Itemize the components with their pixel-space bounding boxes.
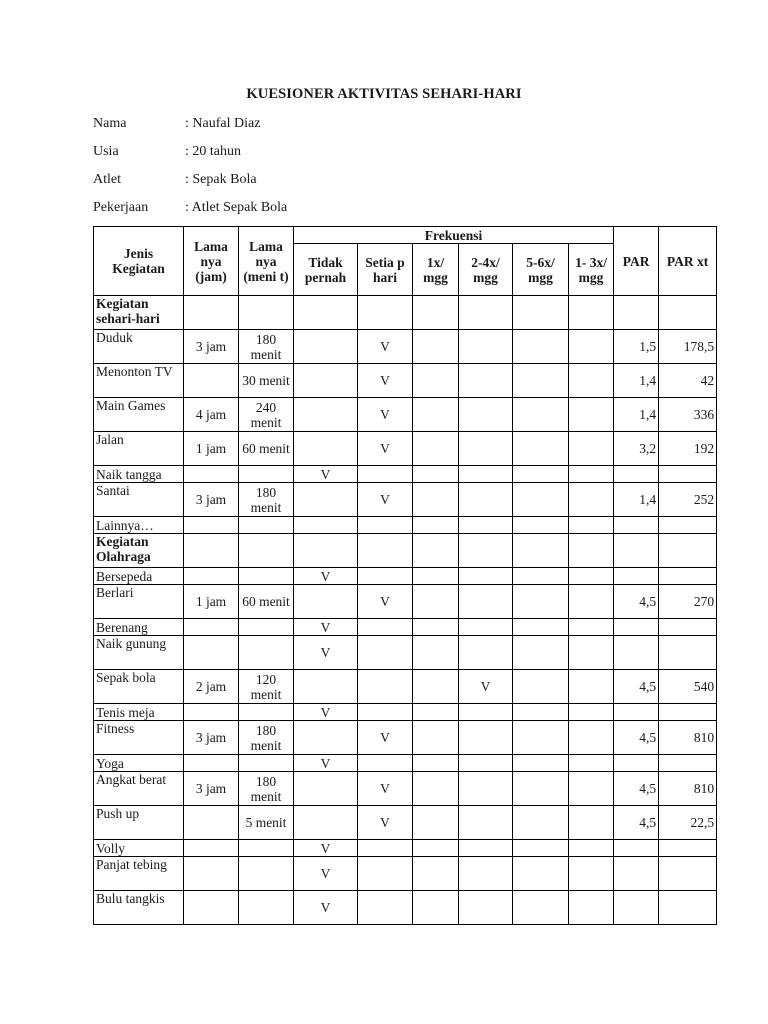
header-1-3x-mgg: 1- 3x/ mgg	[569, 244, 614, 296]
cell-lama-menit	[239, 534, 294, 568]
cell-setiap-hari: V	[358, 585, 413, 619]
cell-1x-mgg	[413, 704, 459, 721]
cell-lama-menit: 60 menit	[239, 432, 294, 466]
table-row	[94, 806, 717, 840]
cell-lama-jam	[184, 619, 239, 636]
cell-lama-jam: 1 jam	[184, 585, 239, 619]
cell-par	[614, 517, 659, 534]
cell-lama-menit: 30 menit	[239, 364, 294, 398]
table-row	[94, 670, 717, 704]
cell-setiap-hari	[358, 517, 413, 534]
cell-5-6x-mgg	[513, 840, 569, 857]
table-row	[94, 704, 717, 721]
cell-1-3x-mgg	[569, 330, 614, 364]
cell-tidak-pernah	[294, 330, 358, 364]
activity-name: Sepak bola	[94, 670, 184, 704]
cell-par-xt: 336	[659, 398, 717, 432]
cell-tidak-pernah: V	[294, 704, 358, 721]
cell-lama-menit: 240 menit	[239, 398, 294, 432]
cell-par: 1,5	[614, 330, 659, 364]
cell-lama-jam	[184, 296, 239, 330]
table-row	[94, 585, 717, 619]
cell-par	[614, 840, 659, 857]
table-row	[94, 568, 717, 585]
cell-tidak-pernah: V	[294, 466, 358, 483]
cell-5-6x-mgg	[513, 704, 569, 721]
cell-1x-mgg	[413, 330, 459, 364]
cell-lama-jam	[184, 840, 239, 857]
cell-1-3x-mgg	[569, 721, 614, 755]
cell-1x-mgg	[413, 755, 459, 772]
cell-2-4x-mgg	[459, 330, 513, 364]
cell-par: 4,5	[614, 585, 659, 619]
cell-setiap-hari	[358, 857, 413, 891]
cell-par-xt	[659, 755, 717, 772]
cell-1x-mgg	[413, 806, 459, 840]
info-atlet	[93, 172, 257, 188]
info-nama	[93, 116, 260, 132]
cell-par-xt: 252	[659, 483, 717, 517]
activity-name: Push up	[94, 806, 184, 840]
cell-lama-menit	[239, 840, 294, 857]
cell-setiap-hari: V	[358, 483, 413, 517]
cell-par-xt: 540	[659, 670, 717, 704]
cell-1x-mgg	[413, 857, 459, 891]
cell-2-4x-mgg	[459, 517, 513, 534]
cell-tidak-pernah	[294, 483, 358, 517]
cell-1-3x-mgg	[569, 296, 614, 330]
table-row	[94, 483, 717, 517]
info-usia	[93, 144, 241, 160]
cell-2-4x-mgg	[459, 483, 513, 517]
cell-5-6x-mgg	[513, 891, 569, 925]
cell-setiap-hari: V	[358, 330, 413, 364]
cell-lama-jam	[184, 636, 239, 670]
activity-name: Volly	[94, 840, 184, 857]
info-label: Usia	[93, 144, 119, 159]
cell-5-6x-mgg	[513, 755, 569, 772]
activity-name: Berlari	[94, 585, 184, 619]
cell-par: 1,4	[614, 364, 659, 398]
cell-5-6x-mgg	[513, 806, 569, 840]
table-row	[94, 619, 717, 636]
cell-lama-jam	[184, 466, 239, 483]
cell-tidak-pernah: V	[294, 619, 358, 636]
cell-1-3x-mgg	[569, 755, 614, 772]
cell-lama-menit	[239, 755, 294, 772]
cell-lama-jam	[184, 364, 239, 398]
cell-par: 4,5	[614, 772, 659, 806]
cell-lama-menit	[239, 857, 294, 891]
cell-5-6x-mgg	[513, 568, 569, 585]
cell-2-4x-mgg	[459, 755, 513, 772]
header-lama-jam: Lama nya (jam)	[184, 227, 239, 296]
cell-par	[614, 636, 659, 670]
cell-5-6x-mgg	[513, 585, 569, 619]
cell-setiap-hari: V	[358, 806, 413, 840]
activity-name: Bersepeda	[94, 568, 184, 585]
cell-par	[614, 704, 659, 721]
cell-1x-mgg	[413, 636, 459, 670]
cell-1-3x-mgg	[569, 891, 614, 925]
cell-setiap-hari: V	[358, 364, 413, 398]
cell-5-6x-mgg	[513, 483, 569, 517]
activity-name: Kegiatan sehari-hari	[94, 296, 184, 330]
cell-tidak-pernah: V	[294, 755, 358, 772]
header-frekuensi: Frekuensi	[294, 227, 614, 244]
cell-2-4x-mgg	[459, 364, 513, 398]
cell-tidak-pernah: V	[294, 568, 358, 585]
cell-par-xt: 178,5	[659, 330, 717, 364]
activity-name: Lainnya…	[94, 517, 184, 534]
cell-5-6x-mgg	[513, 398, 569, 432]
cell-par: 1,4	[614, 483, 659, 517]
cell-2-4x-mgg	[459, 891, 513, 925]
cell-1x-mgg	[413, 534, 459, 568]
activity-name: Kegiatan Olahraga	[94, 534, 184, 568]
cell-5-6x-mgg	[513, 772, 569, 806]
cell-lama-menit: 180 menit	[239, 772, 294, 806]
cell-1-3x-mgg	[569, 840, 614, 857]
cell-2-4x-mgg	[459, 466, 513, 483]
cell-setiap-hari	[358, 466, 413, 483]
cell-setiap-hari	[358, 840, 413, 857]
activity-name: Bulu tangkis	[94, 891, 184, 925]
cell-1x-mgg	[413, 840, 459, 857]
cell-par: 3,2	[614, 432, 659, 466]
table-body	[94, 296, 717, 925]
info-value: : Naufal Diaz	[185, 116, 261, 131]
cell-par-xt	[659, 466, 717, 483]
cell-lama-jam	[184, 806, 239, 840]
cell-par-xt: 22,5	[659, 806, 717, 840]
cell-lama-jam: 4 jam	[184, 398, 239, 432]
cell-2-4x-mgg	[459, 585, 513, 619]
cell-par-xt	[659, 517, 717, 534]
cell-par	[614, 755, 659, 772]
header-setiap-hari: Setia p hari	[358, 244, 413, 296]
activity-name: Jalan	[94, 432, 184, 466]
cell-lama-jam: 3 jam	[184, 772, 239, 806]
table-row	[94, 636, 717, 670]
cell-par-xt	[659, 840, 717, 857]
cell-tidak-pernah	[294, 296, 358, 330]
activity-name: Menonton TV	[94, 364, 184, 398]
cell-1-3x-mgg	[569, 857, 614, 891]
cell-5-6x-mgg	[513, 619, 569, 636]
cell-1-3x-mgg	[569, 568, 614, 585]
cell-1-3x-mgg	[569, 619, 614, 636]
table-row	[94, 517, 717, 534]
cell-1x-mgg	[413, 364, 459, 398]
cell-1x-mgg	[413, 619, 459, 636]
cell-tidak-pernah	[294, 772, 358, 806]
cell-lama-jam	[184, 517, 239, 534]
cell-setiap-hari	[358, 296, 413, 330]
cell-5-6x-mgg	[513, 857, 569, 891]
cell-par-xt: 192	[659, 432, 717, 466]
table-row	[94, 721, 717, 755]
cell-2-4x-mgg	[459, 534, 513, 568]
cell-tidak-pernah	[294, 806, 358, 840]
table-row	[94, 466, 717, 483]
activity-name: Panjat tebing	[94, 857, 184, 891]
cell-lama-menit: 60 menit	[239, 585, 294, 619]
cell-tidak-pernah	[294, 364, 358, 398]
cell-2-4x-mgg	[459, 432, 513, 466]
cell-2-4x-mgg	[459, 636, 513, 670]
cell-par-xt	[659, 296, 717, 330]
cell-setiap-hari	[358, 568, 413, 585]
cell-lama-jam	[184, 568, 239, 585]
cell-lama-jam: 3 jam	[184, 721, 239, 755]
cell-2-4x-mgg	[459, 806, 513, 840]
cell-lama-menit	[239, 296, 294, 330]
info-value: : Atlet Sepak Bola	[185, 200, 288, 215]
table-row	[94, 534, 717, 568]
cell-lama-jam	[184, 755, 239, 772]
cell-5-6x-mgg	[513, 364, 569, 398]
activity-name: Naik gunung	[94, 636, 184, 670]
cell-setiap-hari	[358, 670, 413, 704]
cell-2-4x-mgg	[459, 398, 513, 432]
cell-lama-menit	[239, 466, 294, 483]
cell-par	[614, 619, 659, 636]
cell-par-xt	[659, 857, 717, 891]
cell-1x-mgg	[413, 721, 459, 755]
cell-1-3x-mgg	[569, 585, 614, 619]
cell-tidak-pernah	[294, 721, 358, 755]
info-pekerjaan	[93, 200, 287, 216]
table-row	[94, 840, 717, 857]
cell-lama-menit	[239, 517, 294, 534]
cell-tidak-pernah	[294, 432, 358, 466]
cell-1-3x-mgg	[569, 466, 614, 483]
cell-1-3x-mgg	[569, 806, 614, 840]
header-par: PAR	[614, 227, 659, 296]
cell-5-6x-mgg	[513, 466, 569, 483]
cell-2-4x-mgg	[459, 721, 513, 755]
cell-par-xt: 270	[659, 585, 717, 619]
cell-par: 4,5	[614, 670, 659, 704]
cell-lama-jam	[184, 857, 239, 891]
activity-name: Fitness	[94, 721, 184, 755]
header-tidak-pernah: Tidak pernah	[294, 244, 358, 296]
activity-name: Berenang	[94, 619, 184, 636]
header-1x-mgg: 1x/ mgg	[413, 244, 459, 296]
cell-1-3x-mgg	[569, 398, 614, 432]
cell-lama-menit: 180 menit	[239, 721, 294, 755]
cell-5-6x-mgg	[513, 721, 569, 755]
cell-lama-jam	[184, 534, 239, 568]
cell-tidak-pernah: V	[294, 636, 358, 670]
cell-lama-menit	[239, 636, 294, 670]
cell-1-3x-mgg	[569, 364, 614, 398]
cell-par-xt	[659, 568, 717, 585]
cell-lama-menit	[239, 704, 294, 721]
cell-lama-menit	[239, 619, 294, 636]
cell-lama-menit: 180 menit	[239, 483, 294, 517]
header-par-xt: PAR xt	[659, 227, 717, 296]
cell-5-6x-mgg	[513, 330, 569, 364]
cell-1x-mgg	[413, 891, 459, 925]
cell-1x-mgg	[413, 296, 459, 330]
cell-1x-mgg	[413, 585, 459, 619]
cell-setiap-hari: V	[358, 721, 413, 755]
table-row	[94, 772, 717, 806]
header-5-6x-mgg: 5-6x/ mgg	[513, 244, 569, 296]
cell-setiap-hari: V	[358, 398, 413, 432]
cell-1-3x-mgg	[569, 670, 614, 704]
cell-5-6x-mgg	[513, 534, 569, 568]
cell-par-xt	[659, 891, 717, 925]
cell-par-xt	[659, 619, 717, 636]
cell-setiap-hari	[358, 534, 413, 568]
cell-lama-jam	[184, 704, 239, 721]
table-row	[94, 364, 717, 398]
cell-1x-mgg	[413, 398, 459, 432]
cell-setiap-hari	[358, 755, 413, 772]
cell-tidak-pernah	[294, 398, 358, 432]
cell-2-4x-mgg: V	[459, 670, 513, 704]
cell-par: 4,5	[614, 721, 659, 755]
cell-par	[614, 296, 659, 330]
cell-1-3x-mgg	[569, 636, 614, 670]
info-label: Atlet	[93, 172, 121, 187]
info-label: Nama	[93, 116, 127, 131]
cell-setiap-hari	[358, 619, 413, 636]
activity-name: Angkat berat	[94, 772, 184, 806]
cell-lama-jam: 1 jam	[184, 432, 239, 466]
table-row	[94, 891, 717, 925]
cell-par	[614, 466, 659, 483]
cell-5-6x-mgg	[513, 670, 569, 704]
cell-lama-jam: 3 jam	[184, 330, 239, 364]
cell-1-3x-mgg	[569, 772, 614, 806]
questionnaire-table	[93, 226, 717, 925]
cell-1x-mgg	[413, 432, 459, 466]
cell-lama-menit	[239, 891, 294, 925]
cell-setiap-hari: V	[358, 772, 413, 806]
cell-5-6x-mgg	[513, 636, 569, 670]
cell-par-xt	[659, 534, 717, 568]
page-title: KUESIONER AKTIVITAS SEHARI-HARI	[246, 86, 522, 102]
info-label: Pekerjaan	[93, 200, 149, 215]
activity-name: Tenis meja	[94, 704, 184, 721]
cell-2-4x-mgg	[459, 857, 513, 891]
cell-5-6x-mgg	[513, 432, 569, 466]
cell-par-xt: 810	[659, 721, 717, 755]
cell-1x-mgg	[413, 517, 459, 534]
cell-par: 4,5	[614, 806, 659, 840]
table-row	[94, 432, 717, 466]
cell-tidak-pernah: V	[294, 891, 358, 925]
table-row	[94, 330, 717, 364]
cell-1-3x-mgg	[569, 483, 614, 517]
cell-1-3x-mgg	[569, 534, 614, 568]
cell-par	[614, 891, 659, 925]
cell-1x-mgg	[413, 483, 459, 517]
activity-name: Naik tangga	[94, 466, 184, 483]
info-value: : Sepak Bola	[185, 172, 257, 187]
cell-tidak-pernah: V	[294, 857, 358, 891]
table-row	[94, 296, 717, 330]
cell-tidak-pernah	[294, 670, 358, 704]
cell-par: 1,4	[614, 398, 659, 432]
cell-5-6x-mgg	[513, 296, 569, 330]
cell-1-3x-mgg	[569, 517, 614, 534]
cell-lama-menit	[239, 568, 294, 585]
cell-1x-mgg	[413, 466, 459, 483]
activity-name: Duduk	[94, 330, 184, 364]
cell-par-xt	[659, 636, 717, 670]
info-value: : 20 tahun	[185, 144, 241, 159]
cell-2-4x-mgg	[459, 840, 513, 857]
table-row	[94, 755, 717, 772]
cell-1-3x-mgg	[569, 432, 614, 466]
cell-2-4x-mgg	[459, 772, 513, 806]
cell-par-xt: 42	[659, 364, 717, 398]
cell-setiap-hari: V	[358, 432, 413, 466]
cell-tidak-pernah: V	[294, 840, 358, 857]
cell-2-4x-mgg	[459, 704, 513, 721]
cell-lama-menit: 120 menit	[239, 670, 294, 704]
cell-1x-mgg	[413, 670, 459, 704]
activity-name: Santai	[94, 483, 184, 517]
cell-5-6x-mgg	[513, 517, 569, 534]
cell-1-3x-mgg	[569, 704, 614, 721]
cell-tidak-pernah	[294, 585, 358, 619]
cell-2-4x-mgg	[459, 568, 513, 585]
cell-par	[614, 568, 659, 585]
cell-1x-mgg	[413, 568, 459, 585]
cell-tidak-pernah	[294, 534, 358, 568]
table-row	[94, 398, 717, 432]
cell-setiap-hari	[358, 636, 413, 670]
activity-name: Yoga	[94, 755, 184, 772]
header-jenis-kegiatan: Jenis Kegiatan	[94, 227, 184, 296]
cell-setiap-hari	[358, 704, 413, 721]
cell-1x-mgg	[413, 772, 459, 806]
cell-lama-jam: 3 jam	[184, 483, 239, 517]
cell-2-4x-mgg	[459, 296, 513, 330]
cell-par	[614, 534, 659, 568]
cell-par	[614, 857, 659, 891]
cell-lama-menit: 5 menit	[239, 806, 294, 840]
header-2-4x-mgg: 2-4x/ mgg	[459, 244, 513, 296]
cell-lama-jam	[184, 891, 239, 925]
header-lama-menit: Lama nya (meni t)	[239, 227, 294, 296]
cell-setiap-hari	[358, 891, 413, 925]
cell-par-xt: 810	[659, 772, 717, 806]
cell-tidak-pernah	[294, 517, 358, 534]
cell-lama-jam: 2 jam	[184, 670, 239, 704]
cell-2-4x-mgg	[459, 619, 513, 636]
cell-lama-menit: 180 menit	[239, 330, 294, 364]
table-row	[94, 857, 717, 891]
cell-par-xt	[659, 704, 717, 721]
activity-name: Main Games	[94, 398, 184, 432]
